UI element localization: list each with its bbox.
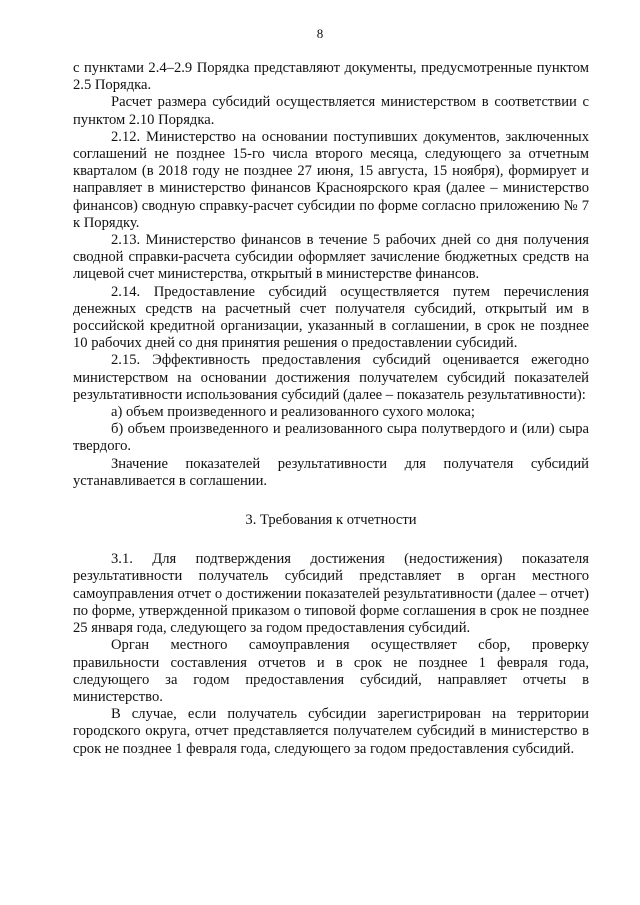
paragraph: Значение показателей результативности для получателя субсидий устанавливается в соглашении.	[73, 455, 589, 489]
paragraph: 2.12. Министерство на основании поступивших документов, заключенных соглашений не позднее 15-го числа второго месяца, следующего за отчетным кварталом (в 2018 году не позднее 27 июня, 15 августа, 15 ноября), формирует и направляет в министерство финансов Красноярского края (далее – министерство финансов) сводную справку-расчет субсидии по форме согласно приложению № 7 к Порядку.	[73, 128, 589, 231]
paragraph: Орган местного самоуправления осуществляет сбор, проверку правильности составления отчетов и в срок не позднее 1 февраля года, следующего за годом предоставления субсидий, направляет отчеты в министерство.	[73, 637, 589, 705]
paragraph: 3.1. Для подтверждения достижения (недостижения) показателя результативности получатель субсидий представляет в орган местного самоуправления отчет о достижении показателей результативности (далее – отчет) по форме, утвержденной приказом о типовой форме соглашения в срок не позднее 25 января года, следующего за годом предоставления субсидий.	[73, 551, 589, 637]
list-item: б) объем произведенного и реализованного сыра полутвердого и (или) сыра твердого.	[73, 421, 589, 455]
document-body	[73, 60, 589, 758]
page-number: 8	[316, 26, 324, 41]
paragraph: 2.14. Предоставление субсидий осуществляется путем перечисления денежных средств на расчетный счет получателя субсидий, открытый им в российской кредитной организации, указанный в соглашении, в срок не позднее 10 рабочих дней со дня принятия решения о предоставлении субсидий.	[73, 283, 589, 352]
paragraph: Расчет размера субсидий осуществляется министерством в соответствии с пунктом 2.10 Порядка.	[73, 94, 589, 128]
list-item: а) объем произведенного и реализованного сухого молока;	[111, 404, 475, 421]
section-heading: 3. Требования к отчетности	[245, 512, 417, 529]
paragraph: 2.13. Министерство финансов в течение 5 рабочих дней со дня получения сводной справки-расчета субсидии оформляет зачисление бюджетных средств на лицевой счет министерства, открытый в министерстве финансов.	[73, 232, 589, 283]
paragraph: 2.15. Эффективность предоставления субсидий оценивается ежегодно министерством на основании достижения получателем субсидий показателей результативности использования субсидий (далее – показатель результативности):	[73, 352, 589, 403]
paragraph: В случае, если получатель субсидии зарегистрирован на территории городского округа, отчет представляется получателем субсидий в министерство в срок не позднее 1 февраля года, следующего за годом предоставления субсидий.	[73, 706, 589, 757]
paragraph: с пунктами 2.4–2.9 Порядка представляют документы, предусмотренные пунктом 2.5 Порядка.	[73, 60, 589, 94]
